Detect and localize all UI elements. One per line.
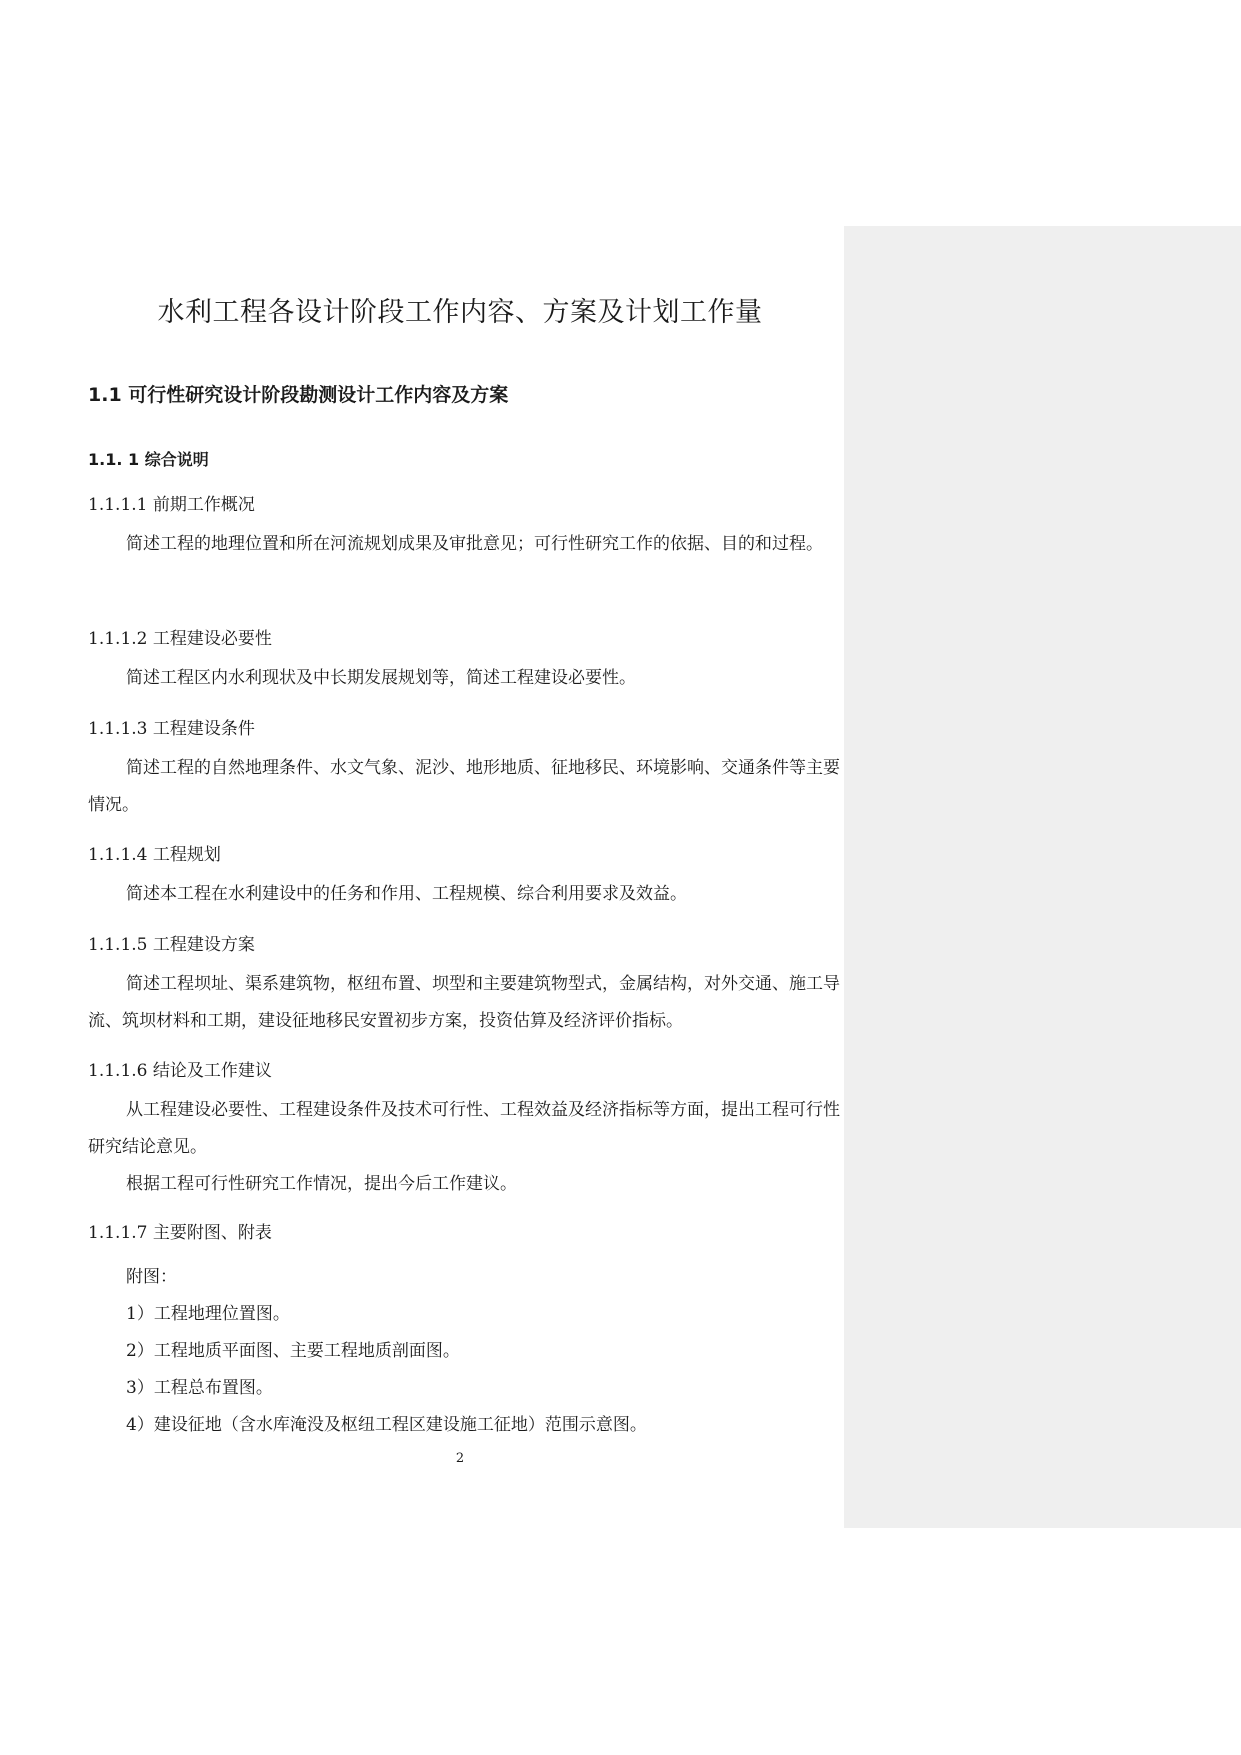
item-heading: 1.1.1.2 工程建设必要性 xyxy=(88,629,272,649)
item-heading: 1.1.1.4 工程规划 xyxy=(88,845,221,865)
document-title: 水利工程各设计阶段工作内容、方案及计划工作量 xyxy=(157,297,763,328)
attachment-item: 1）工程地理位置图。 xyxy=(126,1304,290,1324)
page-number: 2 xyxy=(455,1451,465,1466)
paragraph: 从工程建设必要性、工程建设条件及技术可行性、工程效益及经济指标等方面，提出工程可行性研究结论意见。 xyxy=(88,1100,840,1157)
section-heading: 1.1 可行性研究设计阶段勘测设计工作内容及方案 xyxy=(88,384,509,406)
paragraph: 简述本工程在水利建设中的任务和作用、工程规模、综合利用要求及效益。 xyxy=(126,884,687,904)
attachment-item: 2）工程地质平面图、主要工程地质剖面图。 xyxy=(126,1341,460,1361)
item-heading: 1.1.1.5 工程建设方案 xyxy=(88,935,255,955)
item-heading: 1.1.1.6 结论及工作建议 xyxy=(88,1061,272,1081)
attachment-item: 3）工程总布置图。 xyxy=(126,1378,273,1398)
paragraph: 简述工程的自然地理条件、水文气象、泥沙、地形地质、征地移民、环境影响、交通条件等主要情况。 xyxy=(88,758,840,815)
comment-margin-pane xyxy=(844,226,1241,1528)
paragraph: 根据工程可行性研究工作情况，提出今后工作建议。 xyxy=(126,1174,517,1194)
item-heading: 1.1.1.3 工程建设条件 xyxy=(88,719,255,739)
attachments-label: 附图： xyxy=(126,1267,177,1287)
paragraph: 简述工程区内水利现状及中长期发展规划等，简述工程建设必要性。 xyxy=(126,668,636,688)
subsection-heading: 1.1. 1 综合说明 xyxy=(88,450,209,469)
item-heading: 1.1.1.1 前期工作概况 xyxy=(88,495,255,515)
paragraph: 简述工程的地理位置和所在河流规划成果及审批意见；可行性研究工作的依据、目的和过程。 xyxy=(126,534,823,554)
paragraph: 简述工程坝址、渠系建筑物，枢纽布置、坝型和主要建筑物型式，金属结构，对外交通、施工导流、筑坝材料和工期，建设征地移民安置初步方案，投资估算及经济评价指标。 xyxy=(88,974,840,1031)
attachment-item: 4）建设征地（含水库淹没及枢纽工程区建设施工征地）范围示意图。 xyxy=(126,1415,647,1435)
item-heading: 1.1.1.7 主要附图、附表 xyxy=(88,1223,272,1243)
